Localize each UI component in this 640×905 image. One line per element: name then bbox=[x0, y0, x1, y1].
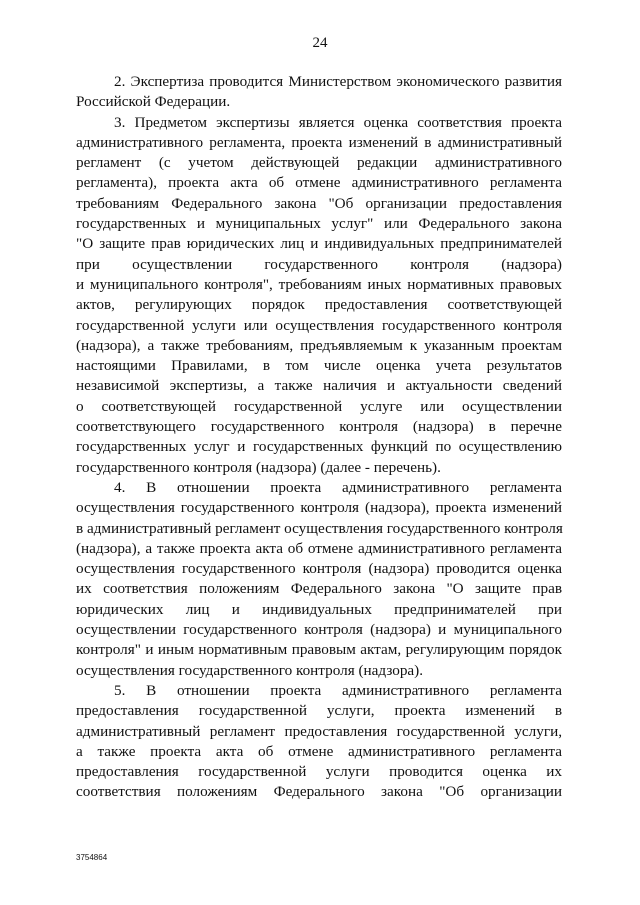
text-line: соответствующего государственного контроля (надзора) в перечне bbox=[76, 418, 562, 436]
text-line: соответствия положениям Федерального закона "Об организации bbox=[76, 783, 562, 801]
text-line: государственных и муниципальных услуг" или Федерального закона bbox=[76, 215, 562, 233]
text-line: осуществления государственного контроля (надзора) проводится оценка bbox=[76, 560, 562, 578]
text-line: в административный регламент осуществления государственного контроля bbox=[76, 519, 563, 537]
text-line: предоставления государственной услуги проводится оценка их bbox=[76, 763, 562, 781]
text-line: административного регламента, проекта изменений в административный bbox=[76, 133, 562, 151]
paragraph-4 bbox=[76, 478, 562, 681]
text-line: 4. В отношении проекта административного регламента bbox=[114, 478, 562, 496]
text-line: осуществления государственного контроля (надзора), проекта изменений bbox=[76, 499, 562, 517]
text-line: их соответствия положениям Федерального закона "О защите прав bbox=[76, 580, 562, 598]
text-line: административный регламент предоставления государственной услуги, bbox=[76, 722, 562, 740]
text-line: государственных услуг и государственных функций по осуществлению bbox=[76, 438, 562, 456]
text-line: государственной услуги или осуществления государственного контроля bbox=[76, 316, 562, 334]
text-line: 3. Предметом экспертизы является оценка соответствия проекта bbox=[114, 113, 562, 131]
text-line: государственного контроля (надзора) (далее - перечень). bbox=[76, 458, 441, 476]
paragraph-5 bbox=[76, 681, 562, 803]
text-line: регламент (с учетом действующей редакции административного bbox=[76, 154, 562, 172]
text-line: независимой экспертизы, а также наличия и актуальности сведений bbox=[76, 377, 562, 395]
text-line: при осуществлении государственного контроля (надзора) bbox=[76, 255, 562, 273]
text-line: 2. Экспертиза проводится Министерством экономического развития bbox=[114, 73, 562, 90]
text-line: осуществления государственного контроля (надзора). bbox=[76, 661, 424, 679]
text-line: актов, регулирующих порядок предоставления соответствующей bbox=[76, 296, 562, 314]
text-line: настоящими Правилами, в том числе оценка учета результатов bbox=[76, 357, 562, 375]
document-id: 3754864 bbox=[76, 853, 108, 862]
text-line: "О защите прав юридических лиц и индивидуальных предпринимателей bbox=[76, 235, 562, 253]
text-line: (надзора), а также требованиям, предъявляемым к указанным проектам bbox=[76, 336, 562, 354]
text-line: осуществлении государственного контроля (надзора) и муниципального bbox=[76, 621, 562, 639]
text-line: о соответствующей государственной услуге или осуществлении bbox=[76, 397, 562, 415]
text-line: а также проекта акта об отмене административного регламента bbox=[76, 742, 562, 760]
document-body bbox=[76, 72, 562, 803]
text-line: предоставления государственной услуги, проекта изменений в bbox=[76, 702, 562, 720]
text-line: 5. В отношении проекта административного регламента bbox=[114, 681, 562, 699]
paragraph-3 bbox=[76, 113, 562, 478]
text-line: (надзора), а также проекта акта об отмене административного регламента bbox=[76, 539, 562, 557]
text-line: и муниципального контроля", требованиям иных нормативных правовых bbox=[76, 275, 562, 293]
page-number: 24 bbox=[312, 35, 328, 51]
text-line: контроля" и иным нормативным правовым актам, регулирующим порядок bbox=[76, 641, 562, 659]
text-line: регламента), проекта акта об отмене административного регламента bbox=[76, 174, 562, 192]
paragraph-2 bbox=[76, 72, 562, 113]
text-line: юридических лиц и индивидуальных предпринимателей при bbox=[76, 600, 562, 618]
text-line: требованиям Федерального закона "Об организации предоставления bbox=[76, 194, 562, 212]
text-line: Российской Федерации. bbox=[76, 93, 231, 111]
